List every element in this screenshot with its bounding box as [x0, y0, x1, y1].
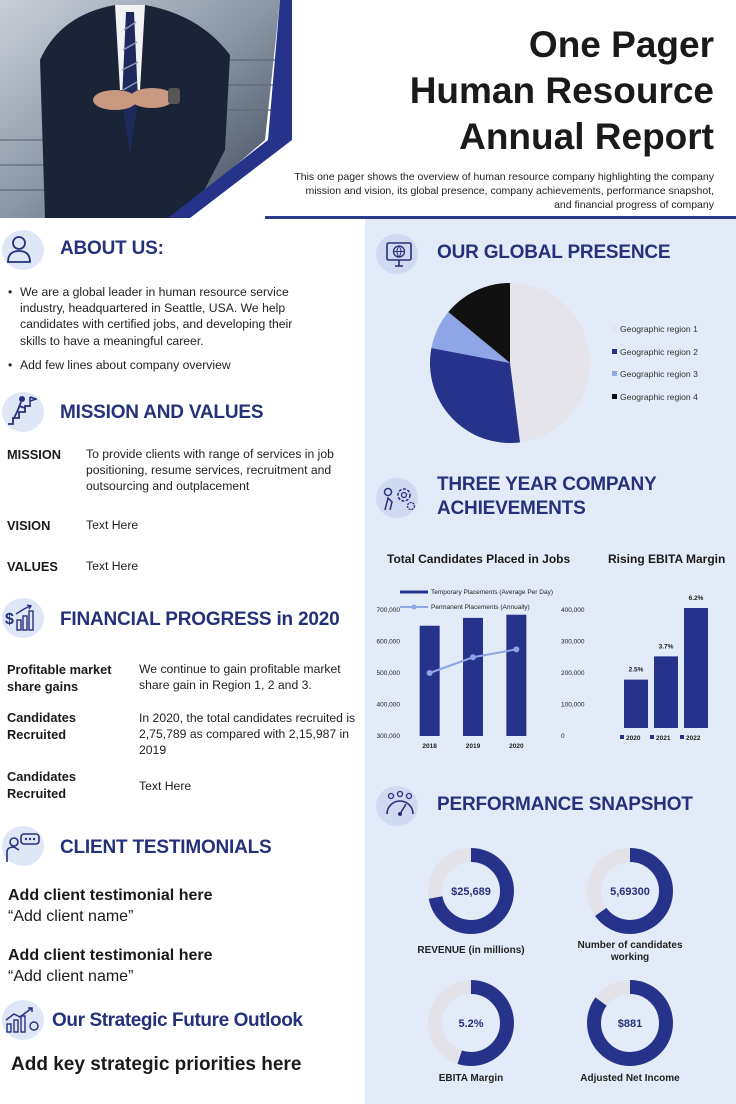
legend-label: 2020 — [626, 735, 641, 742]
y-tick-label: 400,000 — [376, 701, 400, 709]
y-tick-label: 300,000 — [376, 733, 400, 740]
testimonial-headline: Add client testimonial here — [8, 947, 213, 964]
outlook-title: Our Strategic Future Outlook — [52, 1010, 303, 1031]
x-tick-label: 2019 — [465, 743, 481, 750]
legend-swatch — [412, 605, 417, 610]
ebita-margin-caption: EBITA Margin — [438, 1073, 504, 1084]
placements-combo-chart — [368, 580, 598, 756]
achievements-title-line: ACHIEVEMENTS — [437, 497, 586, 519]
y-tick-label: 700,000 — [376, 607, 400, 614]
donut-value: 5.2% — [458, 1018, 484, 1030]
about-title: ABOUT US: — [60, 238, 164, 259]
businessman-hero-photo — [0, 0, 292, 218]
testimonial-item — [8, 946, 212, 988]
legend-label: Geographic region 4 — [620, 391, 698, 402]
title-line: Human Resource — [409, 69, 714, 111]
global-pie-chart — [425, 278, 595, 448]
about-bullet: • We are a global leader in human resource service industry, headquartered in Seattle, USA. We help candidates with certified jobs, and developing their skills to have a meaningful career. — [8, 284, 313, 349]
financial-title: FINANCIAL PROGRESS in 2020 — [60, 609, 340, 630]
testimonials-title: CLIENT TESTIMONIALS — [60, 837, 272, 858]
vision-label: VISION — [7, 518, 51, 533]
legend-swatch — [612, 326, 617, 331]
achievements-title — [437, 473, 657, 521]
legend-swatch — [650, 735, 654, 739]
values-label: VALUES — [7, 559, 58, 574]
mission-title: MISSION AND VALUES — [60, 402, 264, 423]
legend-label: 2021 — [656, 735, 671, 742]
net-income-donut — [585, 978, 675, 1068]
y-right-tick-label: 0 — [561, 733, 565, 740]
y-right-tick-label: 100,000 — [561, 701, 585, 709]
legend-label: Geographic region 3 — [620, 369, 698, 379]
y-tick-label: 500,000 — [376, 670, 400, 677]
revenue-caption: REVENUE (in millions) — [417, 945, 525, 956]
testimonial-client-name: “Add client name” — [8, 907, 134, 925]
donut-value: 5,69300 — [610, 886, 650, 898]
placement-bar — [420, 626, 440, 736]
legend-swatch — [612, 371, 617, 376]
net-income-caption: Adjusted Net Income — [580, 1073, 680, 1084]
values-text: Text Here — [86, 559, 139, 573]
pie-slice — [510, 283, 590, 442]
legend-swatch — [680, 735, 684, 739]
speedometer-team-icon — [383, 790, 417, 820]
legend-label: Permanent Placements (Annually) — [431, 604, 530, 611]
pie-legend-item — [612, 347, 698, 357]
legend-label: Geographic region 2 — [620, 346, 698, 357]
testimonial-headline: Add client testimonial here — [8, 887, 213, 904]
about-bullets — [8, 284, 313, 381]
speech-person-icon — [5, 832, 41, 864]
donut-value: $881 — [617, 1018, 643, 1030]
placements-chart-title: Total Candidates Placed in Jobs — [387, 552, 571, 566]
financial-row-text: We continue to gain profitable market share gain in Region 1, 2 and 3. — [139, 662, 341, 693]
donut-value: $25,689 — [451, 886, 491, 898]
permanent-point — [513, 646, 519, 652]
ebita-chart-title: Rising EBITA Margin — [608, 552, 726, 566]
ebita-margin-donut — [426, 978, 516, 1068]
performance-title: PERFORMANCE SNAPSHOT — [437, 794, 693, 815]
legend-swatch — [612, 394, 617, 399]
vision-text: Text Here — [86, 518, 139, 532]
testimonial-item — [8, 886, 212, 928]
financial-row-text: Text Here — [139, 779, 192, 793]
x-tick-label: 2018 — [422, 743, 437, 750]
legend-swatch — [620, 735, 624, 739]
growth-chart-icon — [4, 1006, 40, 1034]
y-right-tick-label: 200,000 — [561, 670, 585, 677]
financial-row-label: Profitable market share gains — [7, 662, 112, 695]
legend-swatch — [612, 349, 617, 354]
mission-text: To provide clients with range of services in job positioning, resume services, recruitment and outsourcing and outplacement — [86, 447, 334, 494]
about-bullet: • Add few lines about company overview — [8, 357, 313, 373]
x-tick-label: 2020 — [509, 743, 524, 750]
placement-bar — [463, 618, 483, 736]
legend-label: 2022 — [686, 735, 701, 742]
y-tick-label: 600,000 — [376, 638, 400, 646]
legend-label: Geographic region 1 — [620, 324, 698, 334]
ebita-bar — [624, 680, 648, 728]
permanent-point — [427, 670, 433, 676]
financial-row-text: In 2020, the total candidates recruited is 2,75,789 as compared with 2,15,987 in 2019 — [139, 711, 356, 758]
user-icon — [6, 234, 32, 264]
title-line: Annual Report — [459, 115, 714, 157]
ebita-bar-chart — [600, 580, 726, 756]
svg-text:$: $ — [5, 611, 14, 628]
gears-person-icon — [382, 484, 416, 512]
financial-row-label: Candidates Recruited — [7, 710, 76, 743]
placement-bar — [506, 615, 526, 736]
candidates-working-caption: Number of candidates working — [577, 940, 683, 963]
achievements-title-line: THREE YEAR COMPANY — [437, 474, 657, 495]
page-subtitle: This one pager shows the overview of human resource company highlighting the company mission and vision, its global presence, company achievements, performance snapshot, and financial progress of company — [294, 171, 714, 212]
global-title: OUR GLOBAL PRESENCE — [437, 242, 671, 263]
page-title — [354, 22, 714, 160]
y-right-tick-label: 300,000 — [561, 638, 585, 646]
candidates-working-donut — [585, 846, 675, 936]
monitor-globe-icon — [385, 240, 413, 268]
financial-row-label: Candidates Recruited — [7, 769, 76, 802]
pie-legend-item — [612, 392, 698, 402]
ebita-data-label: 3.7% — [658, 643, 674, 651]
ebita-data-label: 6.2% — [688, 595, 704, 602]
title-line: One Pager — [528, 24, 714, 65]
revenue-donut — [426, 846, 516, 936]
pie-legend-item — [612, 369, 698, 379]
climbing-icon — [5, 394, 37, 428]
legend-label: Temporary Placements (Average Per Day) — [431, 589, 553, 596]
outlook-text: Add key strategic priorities here — [11, 1054, 302, 1075]
mission-label: MISSION — [7, 447, 62, 462]
y-right-tick-label: 400,000 — [561, 607, 585, 614]
permanent-point — [470, 654, 476, 660]
finance-growth-icon — [4, 604, 38, 632]
ebita-data-label: 2.5% — [628, 666, 644, 674]
ebita-bar — [654, 656, 678, 728]
ebita-bar — [684, 608, 708, 728]
testimonial-client-name: “Add client name” — [8, 967, 134, 985]
pie-legend-item — [612, 324, 698, 334]
